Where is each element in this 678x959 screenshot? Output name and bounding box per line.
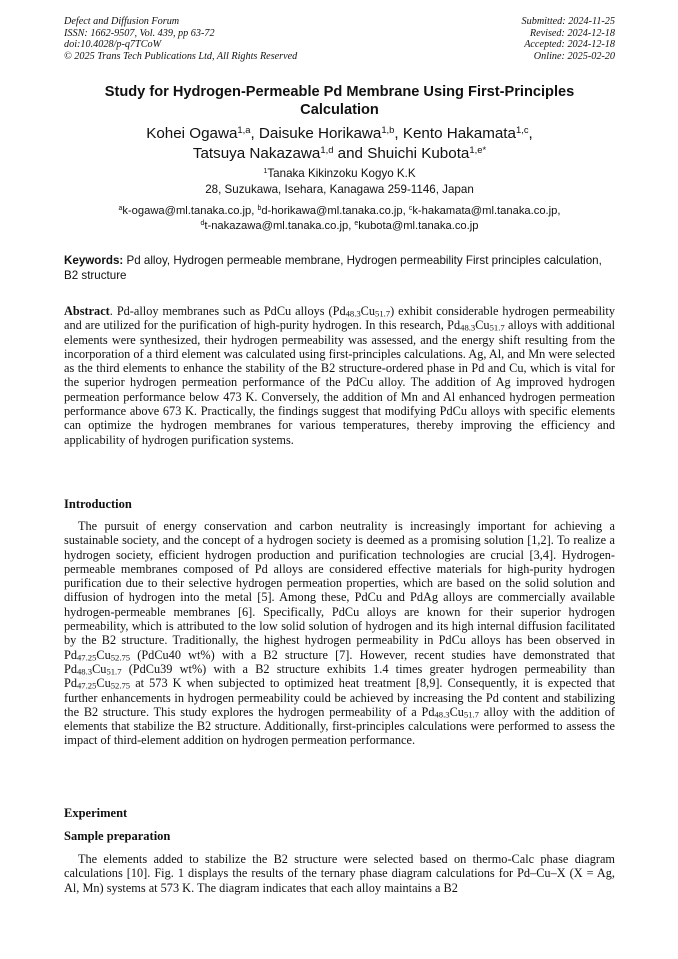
email-link[interactable]: $^c$k-hakamata@ml.tanaka.co.jp: [408, 205, 558, 217]
submitted-date: Submitted: 2024-11-25: [521, 16, 615, 27]
author-list: Kohei Ogawa$^{1,a}$, Daisuke Horikawa$^{1,b}$, Kento Hakamata$^{1,c}$, Tatsuya Nakazawa$^{1,d}$ and Shuichi Kubota$^{1,e*}$: [146, 123, 533, 162]
abstract-label: Abstract: [64, 304, 110, 318]
author: Kento Hakamata$^{1,c}$: [402, 123, 529, 142]
revised-date: Revised: 2024-12-18: [529, 27, 615, 39]
doi: doi:10.4028/p-q7TCoW: [64, 39, 162, 50]
online-date: Online: 2025-02-20: [533, 50, 615, 62]
email-link[interactable]: $^d$t-nakazawa@ml.tanaka.co.jp: [200, 219, 349, 232]
author: Daisuke Horikawa$^{1,b}$: [258, 123, 395, 142]
journal-name: Defect and Diffusion Forum: [64, 16, 180, 27]
keywords: [64, 254, 615, 283]
journal-info: [64, 16, 297, 62]
author: Kohei Ogawa$^{1,a}$: [146, 123, 251, 142]
affiliation-name: Tanaka Kikinzoku Kogyo K.K: [267, 167, 416, 180]
abstract: [64, 304, 615, 447]
accepted-date: Accepted: 2024-12-18: [524, 39, 615, 50]
section-heading-experiment: Experiment: [64, 806, 128, 820]
journal-issn: ISSN: 1662-9507, Vol. 439, pp 63-72: [64, 27, 215, 39]
keywords-text: Pd alloy, Hydrogen permeable membrane, Hydrogen permeability First principles calculation, B2 structure: [64, 254, 602, 282]
author: Tatsuya Nakazawa$^{1,d}$: [192, 143, 334, 162]
publication-dates: [522, 16, 615, 62]
email-link[interactable]: $^e$kubota@ml.tanaka.co.jp: [354, 219, 479, 232]
keywords-label: Keywords:: [64, 254, 124, 267]
introduction-paragraph: The pursuit of energy conservation and carbon neutrality is increasingly important for achieving a sustainable society, and the concept of a hydrogen society is deemed as a promising solution [1,2]. To realize a hydrogen society, efficient hydrogen production and purification technologies are crucial [3,4]. Hydrogen-permeable membranes composed of Pd alloys are considered effective materials for high-purity hydrogen purification due to their selective hydrogen permeation properties, which are based on the solid solution and diffusion of hydrogen into the metal [5]. Among these, PdCu and PdAg alloys are commercially available hydrogen-permeable membranes [6]. Specifically, PdCu alloys are known for their superior hydrogen permeability, which is attributed to the low solid solution of hydrogen and its high internal diffusion facilitated by the B2 structure. Traditionally, the highest hydrogen permeability in PdCu alloys has been observed in $Pd_{47.25}Cu_{52.75}$ (PdCu40 wt%) with a B2 structure [7]. However, recent studies have demonstrated that $Pd_{48.3}Cu_{51.7}$ (PdCu39 wt%) with a B2 structure exhibits 1.4 times greater hydrogen permeability than $Pd_{47.25}Cu_{52.75}$ at 573 K when subjected to optimized heat treatment [8,9]. Consequently, it is expected that further enhancements in hydrogen permeability could be achieved by increasing the Pd content and stabilizing the B2 structure. This study explores the hydrogen permeability of a $Pd_{48.3}Cu_{51.7}$ alloy with the addition of elements that stabilize the B2 structure. Additionally, first-principles calculations were performed to assess the impact of third-element addition on hydrogen permeation performance.: [64, 519, 616, 748]
affiliation: $^1$Tanaka Kikinzoku Kogyo K.K 28, Suzukawa, Isehara, Kanagawa 259-1146, Japan: [64, 166, 615, 197]
subsection-heading-sample-preparation: Sample preparation: [64, 829, 171, 843]
author-emails: $^a$k-ogawa@ml.tanaka.co.jp, $^b$d-horikawa@ml.tanaka.co.jp, $^c$k-hakamata@ml.tanaka.co.jp, $^d$t-nakazawa@ml.tanaka.co.jp, $^e$kubota@ml.tanaka.co.jp: [118, 205, 561, 232]
sample-preparation-paragraph: The elements added to stabilize the B2 structure were selected based on thermo-Calc phase diagram calculations [10]. Fig. 1 displays the results of the ternary phase diagram calculations for Pd–Cu–X (X = Ag, Al, Mn) systems at 573 K. The diagram indicates that each alloy maintains a B2: [64, 852, 615, 895]
abstract-text: . Pd-alloy membranes such as PdCu alloys $(Pd_{48.3}Cu_{51.7})$ exhibit considerable hydrogen permeability and are utilized for the purification of high-purity hydrogen. In this research, $Pd_{48.3}Cu_{51.7}$ alloys with additional elements were synthesized, their hydrogen permeability was assessed, and the energy shift resulting from the incorporation of a third element was calculated using first-principles calculations. Ag, Al, and Mn were selected as the third elements to enhance the stability of the B2 structure-ordered phase in Pd and Cu, which is vital for the superior hydrogen permeation performance of the PdCu alloy. The addition of Ag improved hydrogen permeation performance below 473 K. Conversely, the addition of Mn and Al enhanced hydrogen permeation performance above 673 K. Practically, the findings suggest that modifying PdCu alloys with specific elements can optimize the hydrogen membranes for various temperatures, thereby improving the efficiency and applicability of hydrogen purification systems.: [64, 304, 615, 447]
section-heading-introduction: Introduction: [64, 497, 132, 511]
copyright: © 2025 Trans Tech Publications Ltd, All Rights Reserved: [64, 50, 298, 62]
author: Shuichi Kubota$^{1,e*}$: [367, 143, 487, 162]
email-link[interactable]: $^b$d-horikawa@ml.tanaka.co.jp: [257, 205, 403, 217]
affiliation-address: 28, Suzukawa, Isehara, Kanagawa 259-1146, Japan: [205, 182, 474, 196]
paper-title: Study for Hydrogen-Permeable Pd Membrane Using First-Principles Calculation: [104, 84, 575, 118]
email-link[interactable]: $^a$k-ogawa@ml.tanaka.co.jp: [118, 205, 252, 217]
